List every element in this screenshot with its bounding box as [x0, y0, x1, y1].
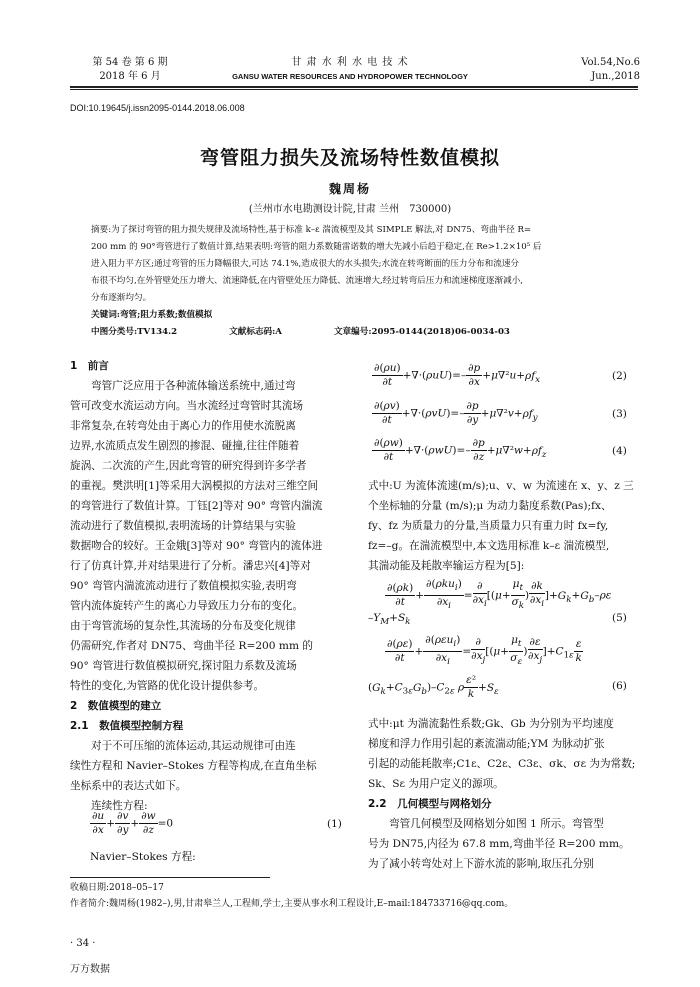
- intro-line: 90° 弯管内湍流流动进行了数值模拟实验,表明弯: [70, 580, 297, 592]
- received-date: 收稿日期:2018–05–17: [70, 883, 164, 893]
- text-line: 为了减小转弯处对上下游水流的影响,取压孔分别: [368, 858, 594, 870]
- issue-number: 第 54 卷 第 6 期: [92, 57, 168, 68]
- subsection-heading: 2.2 几何模型与网格划分: [368, 798, 492, 810]
- intro-line: 由于弯管流场的复杂性,其流场的分布及变化规律: [70, 620, 296, 632]
- intro-line: 的重视。樊洪明[1]等采用大涡模拟的方法对三维空间: [70, 480, 319, 492]
- intro-line: 管内流体旋转产生的离心力导致压力分布的变化。: [70, 600, 304, 612]
- text-line: Sk、Sε 为用户定义的源项。: [368, 778, 504, 790]
- journal-name-cn: 甘 肃 水 利 水 电 技 术: [291, 57, 409, 68]
- abstract-line: 200 mm 的 90°弯管进行了数值计算,结果表明:弯管的阻力系数随雷诺数的增大先减小后趋于稳定,在 Re>1.2×10⁵ 后: [91, 242, 542, 252]
- affiliation: (兰州市水电勘测设计院,甘肃 兰州 730000): [248, 204, 452, 215]
- section-heading: 1 前言: [70, 360, 109, 372]
- equation-number: (4): [612, 445, 627, 457]
- volume-info: [560, 56, 640, 84]
- abstract: [91, 222, 631, 341]
- volume-en: Vol.54,No.6: [581, 57, 640, 68]
- header-rule: [70, 86, 638, 88]
- text-line: 个坐标轴的分量 (m/s);μ 为动力黏度系数(Pas);fx、: [368, 500, 612, 512]
- intro-line: 行了仿真计算,并对结果进行了分析。潘忠兴[4]等对: [70, 560, 311, 572]
- continuity-label: 连续性方程:: [91, 800, 148, 812]
- equation-epsilon: $\frac{\partial(\rho\varepsilon)}{\partial t}$ + $\frac{\partial(\rho\varepsilon u_i)}{\partial x_i}$ = $\frac{\partial}{\partial x_j}$ [(μ+ $\frac{\mu_t}{\sigma_\varepsilon}$ ) $\frac{\partial\varepsilon}{\partial x_j}$ ]$+C_{1\varepsilon}$ $\frac{\varepsilon}{k}$: [387, 634, 582, 668]
- intro-line: 管可改变水流运动方向。当水流经过弯管时其流场: [70, 400, 304, 412]
- doi: DOI:10.19645/j.issn2095-0144.2018.06.008: [70, 103, 245, 113]
- intro-line: 仍需研究,作者对 DN75、弯曲半径 R=200 mm 的: [70, 640, 313, 652]
- journal-name-en: GANSU WATER RESOURCES AND HYDROPOWER TECHNOLOGY: [232, 72, 468, 81]
- page-number: · 34 ·: [70, 938, 96, 949]
- intro-line: 流动进行了数值模拟,表明流场的计算结果与实验: [70, 520, 296, 532]
- equation-number: (6): [612, 680, 627, 692]
- method-line: 续性方程和 Navier–Stokes 方程等构成,在直角坐标: [70, 760, 317, 772]
- equation-momentum-z: $\frac{\partial(\rho w)}{\partial t}$ +∇·(ρwU)=– $\frac{\partial p}{\partial z}$ $+\mu\nabla^2w+\rho f_z$: [374, 437, 547, 463]
- author: 魏周杨: [328, 182, 371, 196]
- intro-line: 特性的变化,为管路的优化设计提供参考。: [70, 680, 265, 692]
- abstract-line: 摘要:为了探讨弯管的阻力损失规律及流场特性,基于标准 k–ε 湍流模型及其 SIMPLE 解法,对 DN75、弯曲半径 R=: [91, 225, 532, 235]
- intro-line: 边界,水流质点发生剧烈的掺混、碰撞,往往伴随着: [70, 440, 300, 452]
- method-line: 对于不可压缩的流体运动,其运动规律可由连: [91, 740, 296, 752]
- footnotes: [70, 880, 640, 912]
- intro-line: 的弯管进行了数值计算。丁钰[2]等对 90° 弯管内湍流: [70, 500, 323, 512]
- intro-line: 旋涡、二次流的产生,因此弯管的研究得到许多学者: [70, 460, 307, 472]
- journal-name: [220, 56, 480, 84]
- intro-line: 弯管广泛应用于各种流体输送系统中,通过弯: [91, 380, 296, 392]
- text-line: fy、fz 为质量力的分量,当质量力只有重力时 fx=fy,: [368, 520, 609, 532]
- keywords: 关键词:弯管;阻力系数;数值模拟: [91, 310, 213, 320]
- article-number: 文章编号:2095-0144(2018)06-0034-03: [333, 327, 510, 337]
- document-code: 文献标志码:A: [229, 327, 282, 337]
- left-column: [70, 356, 352, 816]
- abstract-line: 布很不均匀,在外管壁处压力增大、流速降低,在内管壁处压力降低、流速增大,经过转弯后压力和流速梯度逐渐减小,: [91, 276, 524, 286]
- equation-k-tail: $-Y_M+S_k$: [368, 612, 411, 628]
- watermark: 万方数据: [70, 964, 110, 975]
- date-en: Jun.,2018: [591, 71, 640, 82]
- header-rule-thin: [70, 89, 638, 90]
- equation-epsilon-tail: $(G_k+C_{3\varepsilon}G_b)-C_{2\varepsilon}$ ρ $\frac{\text{ε²}}{k}$ $+S_\varepsilon$: [368, 674, 499, 700]
- text-line: 梯度和浮力作用引起的紊流湍动能;YM 为脉动扩张: [368, 738, 605, 750]
- equation-momentum-y: $\frac{\partial(\rho v)}{\partial t}$ +∇·(ρvU)=– $\frac{\partial p}{\partial y}$ $+\mu\nabla^2v+\rho f_y$: [374, 400, 538, 426]
- abstract-line: 进入阻力平方区;通过弯管的压力降幅很大,可达 74.1%,造成很大的水头损失;水流在转弯断面的压力分布和流速分: [91, 259, 520, 269]
- variable-definitions: [368, 476, 643, 576]
- author-bio: 作者简介:魏周杨(1982–),男,甘肃皋兰人,工程师,学士,主要从事水利工程设计,E–mail:184733716@qq.com。: [70, 899, 514, 909]
- abstract-line: 分布逐渐均匀。: [91, 293, 152, 303]
- footnote-rule: [70, 877, 270, 878]
- equation-number: (5): [612, 612, 627, 624]
- equation-k: $\frac{\partial(\rho k)}{\partial t}$ + $\frac{\partial(\rho ku_i)}{\partial x_i}$ = $\frac{\partial}{\partial x_i}$ [(μ+ $\frac{\mu_t}{\sigma_k}$ ) $\frac{\partial k}{\partial x_i}$ ]$+G_k+G_b-\rho\varepsilon$: [387, 578, 612, 612]
- issue-info: [90, 56, 170, 84]
- equation-continuity: $\frac{\partial u}{\partial x}$ + $\frac{\partial v}{\partial y}$ + $\frac{\partial w}{\partial z}$ =0: [92, 810, 174, 836]
- text-line: 式中:U 为流体流速(m/s);u、v、w 为流速在 x、y、z 三: [368, 480, 634, 492]
- right-column-text: [368, 714, 643, 874]
- text-line: 式中:μt 为湍流黏性系数;Gk、Gb 为分别为平均速度: [368, 718, 614, 730]
- method-line: 坐标系中的表达式如下。: [70, 780, 187, 792]
- subsection-heading: 2.1 数值模型控制方程: [70, 720, 184, 732]
- paper-title: 弯管阻力损失及流场特性数值模拟: [199, 147, 500, 169]
- intro-line: 数据吻合的较好。王金娥[3]等对 90° 弯管内的流体进: [70, 540, 323, 552]
- equation-number: (3): [612, 408, 627, 420]
- equation-momentum-x: $\frac{\partial(\rho u)}{\partial t}$ +∇·(ρuU)=– $\frac{\partial p}{\partial x}$ $+\mu\nabla^2u+\rho f_x$: [374, 362, 541, 388]
- navier-stokes-label: Navier–Stokes 方程:: [90, 851, 196, 863]
- text-line: 号为 DN75,内径为 67.8 mm,弯曲半径 R=200 mm。: [368, 838, 630, 850]
- text-line: fz=–g。在湍流模型中,本文选用标准 k–ε 湍流模型,: [368, 540, 610, 552]
- text-line: 其湍动能及耗散率输运方程为[5]:: [368, 560, 525, 572]
- issue-date: 2018 年 6 月: [99, 71, 161, 82]
- equation-number: (1): [327, 818, 342, 830]
- text-line: 弯管几何模型及网格划分如图 1 所示。弯管型: [389, 818, 604, 830]
- intro-line: 非常复杂,在转弯处由于离心力的作用使水流脱离: [70, 420, 296, 432]
- intro-line: 90° 弯管进行数值模拟研究,探讨阻力系数及流场: [70, 660, 297, 672]
- text-line: 引起的动能耗散率;C1ε、C2ε、C3ε、σk、σε 为为常数;: [368, 758, 636, 770]
- equation-number: (2): [612, 370, 627, 382]
- classification-row: [91, 324, 631, 341]
- clc-number: 中图分类号:TV134.2: [91, 327, 178, 337]
- section-heading: 2 数值模型的建立: [70, 700, 162, 712]
